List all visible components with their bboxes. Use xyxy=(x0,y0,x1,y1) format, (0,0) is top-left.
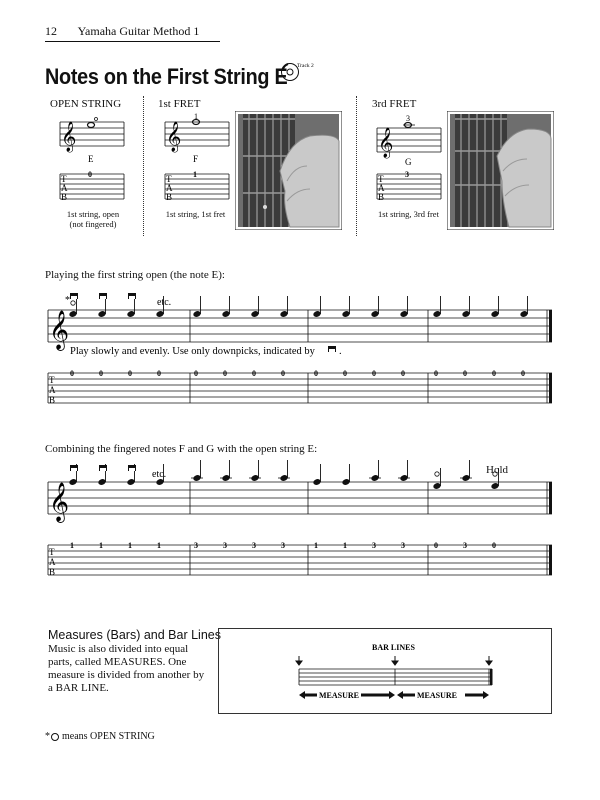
page-title: Notes on the First String E xyxy=(45,64,288,89)
tab-number: 0 xyxy=(223,369,227,378)
tab-number: 3 xyxy=(281,541,285,550)
treble-clef-icon: 𝄞 xyxy=(166,122,182,151)
tab-number: 0 xyxy=(99,369,103,378)
open-string-mark xyxy=(493,472,497,476)
instruction-end: . xyxy=(339,346,342,357)
footnote xyxy=(45,731,155,742)
tab-number: 0 xyxy=(521,369,525,378)
tab-number: 3 xyxy=(405,170,409,179)
tab-number: 0 xyxy=(401,369,405,378)
caption-line-2: (not fingered) xyxy=(69,219,117,229)
treble-clef-icon: 𝄞 xyxy=(378,128,394,157)
exercise1-instruction: Play slowly and evenly. Use only downpicks, indicated by xyxy=(70,346,315,357)
tab-number: 0 xyxy=(463,369,467,378)
tab-number: 0 xyxy=(372,369,376,378)
tab-number: 0 xyxy=(434,369,438,378)
asterisk: * xyxy=(65,295,70,306)
measures-body xyxy=(48,643,218,695)
tab-number: 0 xyxy=(88,170,92,179)
tab-number: 0 xyxy=(157,369,161,378)
third-fret-caption: 1st string, 3rd fret xyxy=(378,209,439,219)
measures-body-line: a BAR LINE. xyxy=(48,682,109,694)
note-name: E xyxy=(88,154,94,164)
tab-number: 3 xyxy=(194,541,198,550)
etc-label: etc. xyxy=(157,297,172,308)
first-fret-caption: 1st string, 1st fret xyxy=(165,209,226,219)
tab-letter-t: T xyxy=(378,174,384,184)
note-head xyxy=(88,123,95,128)
note-name: F xyxy=(193,154,199,164)
tab-number: 1 xyxy=(314,541,318,550)
treble-clef-icon: 𝄞 xyxy=(49,312,70,349)
tab-letter-b: B xyxy=(49,395,56,405)
third-fret-heading: 3rd FRET xyxy=(372,98,417,110)
measures-heading: Measures (Bars) and Bar Lines xyxy=(48,628,221,642)
note-name: G xyxy=(405,157,412,167)
measure-label-1: MEASURE xyxy=(319,691,360,700)
tab-letter-a: A xyxy=(166,183,173,193)
track-label: Track 2 xyxy=(297,63,314,69)
caption-line-1: 1st string, open xyxy=(66,209,120,219)
bar-lines-label: BAR LINES xyxy=(372,643,415,652)
open-string-mark xyxy=(71,301,75,305)
treble-clef-icon: 𝄞 xyxy=(61,122,77,151)
exercise1-staff xyxy=(45,288,555,413)
tab-letter-t: T xyxy=(49,375,55,385)
tab-letter-b: B xyxy=(166,192,173,202)
tab-number: 3 xyxy=(372,541,376,550)
tab-number: 3 xyxy=(401,541,405,550)
tab-letter-a: A xyxy=(49,557,56,567)
tab-letter-t: T xyxy=(166,174,172,184)
fret-number: 1 xyxy=(194,112,198,121)
book-title: Yamaha Guitar Method 1 xyxy=(77,24,200,38)
tab-number: 1 xyxy=(343,541,347,550)
bar-lines-illustration xyxy=(218,628,552,714)
footnote-asterisk: * xyxy=(45,731,50,742)
tab-letter-a: A xyxy=(49,385,56,395)
open-circle-icon xyxy=(51,733,59,741)
measures-body-line: Music is also divided into equal xyxy=(48,643,189,655)
running-header xyxy=(45,24,220,42)
third-fret-diagram xyxy=(375,112,443,214)
measure-label-2: MEASURE xyxy=(417,691,458,700)
measures-body-line: measure is divided from another by xyxy=(48,669,205,681)
footnote-text: means OPEN STRING xyxy=(62,731,155,742)
exercise2-intro: Combining the fingered notes F and G with the open string E: xyxy=(45,443,318,455)
open-string-caption xyxy=(48,209,138,229)
tab-number: 0 xyxy=(434,541,438,550)
tab-number: 0 xyxy=(343,369,347,378)
first-fret-diagram xyxy=(163,112,231,214)
tab-number: 1 xyxy=(128,541,132,550)
page-number: 12 xyxy=(45,24,57,38)
tab-number: 0 xyxy=(70,369,74,378)
hand-fret-photo-2 xyxy=(447,111,554,230)
tab-number: 1 xyxy=(99,541,103,550)
tab-letter-t: T xyxy=(61,174,67,184)
open-string-heading: OPEN STRING xyxy=(50,98,122,110)
tab-number: 1 xyxy=(193,170,197,179)
open-string-mark xyxy=(435,472,439,476)
tab-number: 0 xyxy=(128,369,132,378)
tab-number: 1 xyxy=(70,541,74,550)
open-string-diagram xyxy=(58,112,126,214)
tab-number: 0 xyxy=(252,369,256,378)
tab-letter-b: B xyxy=(49,567,56,577)
tab-number: 3 xyxy=(463,541,467,550)
separator-2 xyxy=(356,96,357,236)
measures-body-line: parts, called MEASURES. One xyxy=(48,656,187,668)
exercise2-staff xyxy=(45,460,555,585)
separator-1 xyxy=(143,96,144,236)
exercise1-intro: Playing the first string open (the note E): xyxy=(45,269,225,281)
tab-number: 0 xyxy=(314,369,318,378)
hand-fret-photo-1 xyxy=(235,111,342,230)
tab-letter-a: A xyxy=(378,183,385,193)
tab-number: 0 xyxy=(492,369,496,378)
tab-letter-b: B xyxy=(378,192,385,202)
etc-label: etc. xyxy=(152,469,167,480)
fret-number: 3 xyxy=(406,114,410,123)
tab-number: 0 xyxy=(281,369,285,378)
tab-number: 0 xyxy=(492,541,496,550)
tab-number: 0 xyxy=(194,369,198,378)
hold-label: Hold xyxy=(486,464,508,476)
cd-track-icon xyxy=(280,60,320,84)
first-fret-heading: 1st FRET xyxy=(158,98,201,110)
tab-number: 3 xyxy=(223,541,227,550)
tab-number: 3 xyxy=(252,541,256,550)
tab-letter-t: T xyxy=(49,547,55,557)
tab-number: 1 xyxy=(157,541,161,550)
treble-clef-icon: 𝄞 xyxy=(49,484,70,521)
tab-letter-b: B xyxy=(61,192,68,202)
tab-letter-a: A xyxy=(61,183,68,193)
